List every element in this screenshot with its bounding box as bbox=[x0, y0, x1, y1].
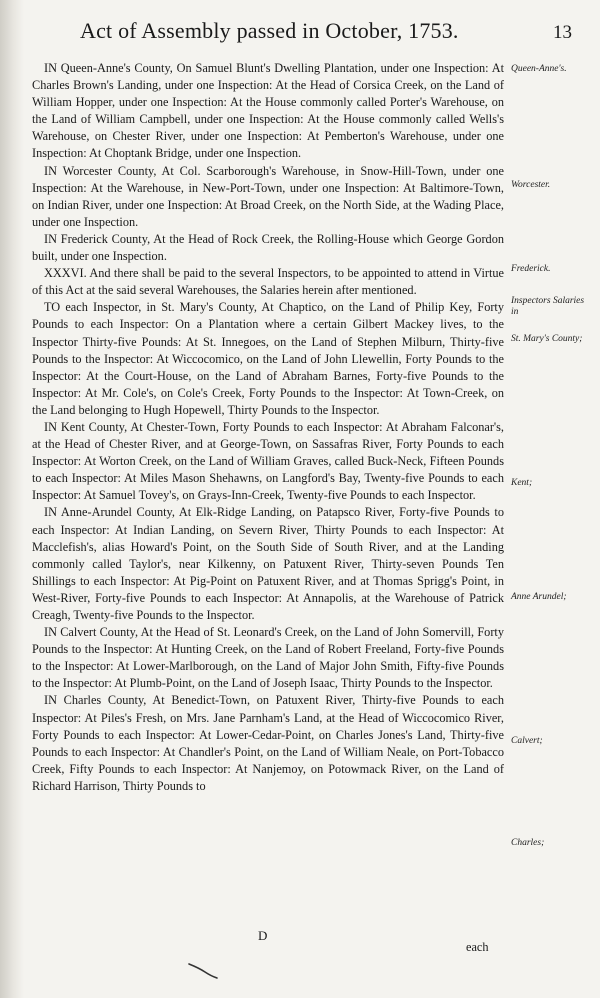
signature-mark: D bbox=[258, 928, 268, 943]
margin-note-queen-annes: Queen-Anne's. bbox=[511, 64, 567, 74]
page-number: 13 bbox=[553, 22, 572, 43]
paragraph-charles: IN Charles County, At Benedict-Town, on Patuxent River, Thirty-five Pounds to each Inspector: At Piles's Fresh, on Mrs. Jane Parnham's Land, at the Head of Wiccocomico River, Forty Pounds to each Inspector: At Lower-Cedar-Point, on Charles Jones's Land, Thirty-five Pounds to each Inspector: At Chandler's Point, on the Land of William Neale, on Port-Tobacco Creek, Fifty Pounds to each Inspector: At Nanjemoy, on Potowmack River, on the Land of Richard Harrison, Thirty Pounds to bbox=[32, 693, 504, 793]
document-body bbox=[32, 60, 504, 795]
margin-note-charles: Charles; bbox=[511, 838, 545, 848]
paragraph-anne-arundel: IN Anne-Arundel County, At Elk-Ridge Landing, on Patapsco River, Forty-five Pounds to each Inspector: At Indian Landing, on Severn River, Thirty Pounds to each Inspector: At Macclefish's, alias Howard's Point, on the South Side of South River, and at the Landing commonly called Taylor's, near Kilkenny, on Patuxent River, Thirty-seven Pounds Ten Shillings to each Inspector: At Pig-Point on Patuxent River, and at Thomas Sprigg's Point, in West-River, Forty-five Pounds to each Inspector: At Annapolis, at the Warehouse of Patrick Creagh, Twenty-five Pounds to the Inspector. bbox=[32, 505, 504, 622]
paragraph-calvert: IN Calvert County, At the Head of St. Leonard's Creek, on the Land of John Somervill, Forty Pounds to the Inspector: At Hunting Creek, on the Land of Robert Freeland, Forty-five Pounds to the Inspector: At Lower-Marlborough, on the Land of Major John Smith, Fifty-five Pounds to the Inspector: At Plumb-Point, on the Land of Joseph Isaac, Thirty Pounds to the Inspector. bbox=[32, 625, 504, 691]
margin-note-kent: Kent; bbox=[511, 478, 533, 488]
margin-note-worcester: Worcester. bbox=[511, 180, 551, 190]
page-header bbox=[60, 18, 580, 50]
paragraph-st-marys: TO each Inspector, in St. Mary's County, At Chaptico, on the Land of Philip Key, Forty Pounds to each Inspector: On a Plantation where a certain Gilbert Mackey lives, to the Inspector Thirty-five Pounds: At St. Innegoes, on the Land of Stephen Milburn, Thirty-five Pounds to the Inspector: At Wiccocomico, on the Land of John Llewellin, Forty Pounds to the Inspector: At the Court-House, on the Land of Abraham Barnes, Forty-five Pounds to the Inspector: At Mr. Cole's, on Cole's Creek, Forty Pounds to the Inspector: At Town-Creek, on the Land belonging to Hugh Hopewell, Thirty Pounds to the Inspector. bbox=[32, 300, 504, 417]
margin-note-anne-arundel: Anne Arundel; bbox=[511, 592, 567, 602]
ink-smudge-mark bbox=[185, 958, 225, 980]
paragraph-queen-annes: IN Queen-Anne's County, On Samuel Blunt's Dwelling Plantation, under one Inspection: At Charles Brown's Landing, under one Inspection: At the Head of Corsica Creek, on the Land of William Hopper, under one Inspection: At the House commonly called Porter's Warehouse, on the Land of William Campbell, under one Inspection: At the House commonly called Wells's Warehouse, on Chester River, under one Inspection: At Pemberton's Warehouse, under one Inspection: At Choptank Bridge, under one Inspection. bbox=[32, 61, 504, 161]
running-title: Act of Assembly passed in October, 1753. bbox=[80, 18, 459, 43]
paragraph-section-xxxvi: XXXVI. And there shall be paid to the several Inspectors, to be appointed to attend in Virtue of this Act at the said several Warehouses, the Salaries herein after mentioned. bbox=[32, 266, 504, 298]
paragraph-worcester: IN Worcester County, At Col. Scarborough's Warehouse, in Snow-Hill-Town, under one Inspection: At the Warehouse, in New-Port-Town, under one Inspection: At Baltimore-Town, on Indian River, under one Inspection: At Broad Creek, on the North Side, at the Wading Place, under one Inspection. bbox=[32, 163, 504, 229]
margin-note-calvert: Calvert; bbox=[511, 736, 543, 746]
paragraph-frederick: IN Frederick County, At the Head of Rock Creek, the Rolling-House which George Gordon built, under one Inspection. bbox=[32, 231, 504, 264]
margin-note-inspectors-salaries: Inspectors Salaries in bbox=[511, 296, 585, 317]
margin-note-frederick: Frederick. bbox=[511, 264, 551, 274]
margin-note-st-marys: St. Mary's County; bbox=[511, 334, 583, 344]
page-binding-edge bbox=[0, 0, 24, 998]
catchword: each bbox=[466, 940, 489, 954]
paragraph-kent: IN Kent County, At Chester-Town, Forty Pounds to each Inspector: At Abraham Falconar's, at the Head of Chester River, and at George-Town, on Sassafras River, Forty Pounds to each Inspector: At Worton Creek, on the Land of William Graves, called Buck-Neck, Fifteen Pounds to each Inspector: At Miles Mason Shehawns, on Langford's Bay, Twenty-five Pounds to each Inspector: At Samuel Tovey's, on Grays-Inn-Creek, Twenty-five Pounds to each Inspector. bbox=[32, 419, 504, 503]
